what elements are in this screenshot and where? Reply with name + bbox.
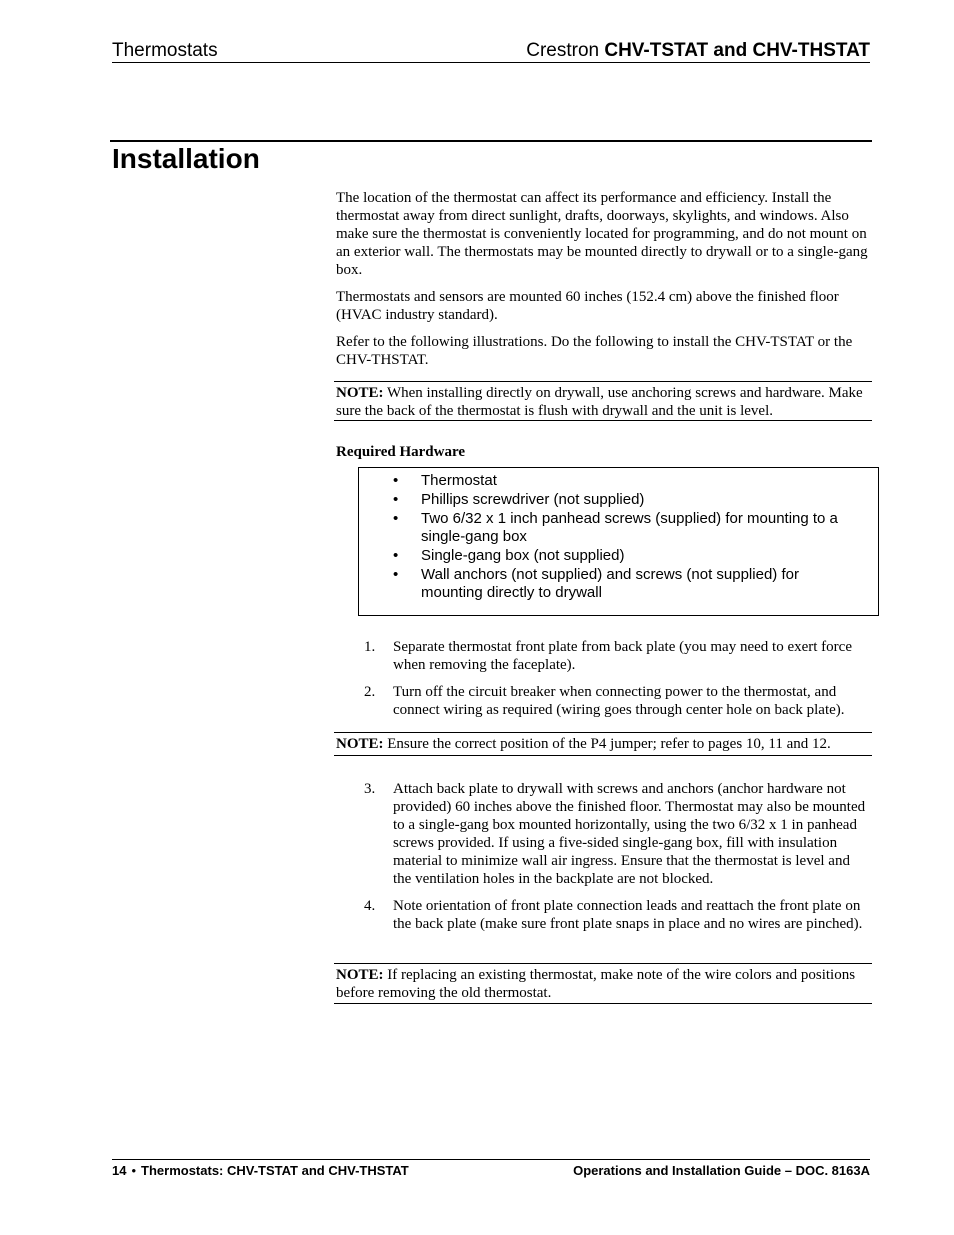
- header-product-title: [526, 40, 870, 62]
- step-text: Separate thermostat front plate from back plate (you may need to exert force when removing the faceplate).: [393, 639, 852, 673]
- footer-guide-title: Operations and Installation Guide – DOC. 8163A: [573, 1163, 870, 1178]
- hardware-item: [391, 510, 861, 546]
- note-label: NOTE:: [336, 385, 384, 401]
- install-step: [364, 638, 872, 674]
- title-rule: [110, 140, 872, 142]
- step-number: 3.: [364, 781, 376, 797]
- bullet-icon: •: [393, 566, 399, 583]
- hardware-item: [391, 547, 861, 565]
- step-number: 1.: [364, 639, 376, 655]
- hardware-item: [391, 472, 861, 490]
- bullet-icon: •: [393, 547, 399, 564]
- intro-paragraph: The location of the thermostat can affect its performance and efficiency. Install the thermostat away from direct sunlight, drafts, doorways, skylights, and windows. Also make sure the thermostat is conveniently located for programming, and do not mount on an exterior wall. The thermostats may be mounted directly to drywall or to a single-gang box.: [336, 190, 868, 278]
- install-step: [364, 897, 872, 933]
- intro-paragraph: Refer to the following illustrations. Do the following to install the CHV-TSTAT or the CHV-THSTAT.: [336, 334, 853, 368]
- footer-doc-title: Thermostats: CHV-TSTAT and CHV-THSTAT: [141, 1163, 409, 1178]
- note-p4-jumper: [334, 732, 872, 756]
- hardware-item-text: Single-gang box (not supplied): [421, 547, 625, 564]
- bullet-icon: •: [393, 472, 399, 489]
- intro-paragraph: Thermostats and sensors are mounted 60 inches (152.4 cm) above the finished floor (HVAC industry standard).: [336, 289, 839, 323]
- page-number: 14: [112, 1163, 127, 1178]
- install-step: [364, 683, 872, 719]
- note-wire-colors: [334, 963, 872, 1004]
- note-text: When installing directly on drywall, use anchoring screws and hardware. Make sure the back of the thermostat is flush with drywall and the unit is level.: [336, 385, 863, 419]
- header-brand: Crestron: [526, 40, 600, 61]
- step-text: Attach back plate to drywall with screws and anchors (anchor hardware not provided) 60 inches above the finished floor. Thermostat may also be mounted to a single-gang box mounted horizontally, using the two 6/32 x 1 in panhead screws provided. If using a five-sided single-gang box, fill with insulation material to minimize wall air ingress. Ensure that the thermostat is level and the ventilation holes in the backplate are not blocked.: [393, 781, 866, 887]
- hardware-item: [391, 566, 861, 602]
- footer-left: [112, 1163, 409, 1178]
- required-hardware-box: [358, 467, 879, 616]
- bullet-icon: •: [393, 510, 399, 527]
- step-number: 2.: [364, 684, 376, 700]
- hardware-item-text: Thermostat: [421, 472, 497, 489]
- page-header: [112, 38, 870, 63]
- note-text: If replacing an existing thermostat, make note of the wire colors and positions before removing the old thermostat.: [336, 967, 856, 1001]
- hardware-item-text: Two 6/32 x 1 inch panhead screws (supplied) for mounting to a single-gang box: [421, 510, 838, 545]
- page-title: Installation: [112, 143, 260, 174]
- hardware-item-text: Phillips screwdriver (not supplied): [421, 491, 645, 508]
- step-number: 4.: [364, 898, 376, 914]
- bullet-icon: •: [393, 491, 399, 508]
- note-text: Ensure the correct position of the P4 jumper; refer to pages 10, 11 and 12.: [383, 736, 831, 752]
- footer-bullet-icon: •: [131, 1163, 137, 1178]
- note-drywall: [334, 381, 872, 421]
- page-footer: [112, 1159, 870, 1178]
- install-step: [364, 780, 872, 888]
- hardware-item: [391, 491, 861, 509]
- install-steps-part-1: [364, 638, 872, 728]
- header-product: CHV-TSTAT and CHV-THSTAT: [604, 40, 870, 61]
- hardware-list: [391, 472, 861, 603]
- install-steps-part-2: [364, 780, 872, 942]
- required-hardware-heading: Required Hardware: [336, 444, 466, 460]
- note-label: NOTE:: [336, 967, 384, 983]
- hardware-item-text: Wall anchors (not supplied) and screws (not supplied) for mounting directly to drywall: [421, 566, 799, 601]
- step-text: Turn off the circuit breaker when connecting power to the thermostat, and connect wiring as required (wiring goes through center hole on back plate).: [393, 684, 845, 718]
- note-label: NOTE:: [336, 736, 384, 752]
- header-section: Thermostats: [112, 40, 218, 61]
- intro-text: [336, 189, 872, 369]
- step-text: Note orientation of front plate connection leads and reattach the front plate on the back plate (make sure front plate snaps in place and no wires are pinched).: [393, 898, 863, 932]
